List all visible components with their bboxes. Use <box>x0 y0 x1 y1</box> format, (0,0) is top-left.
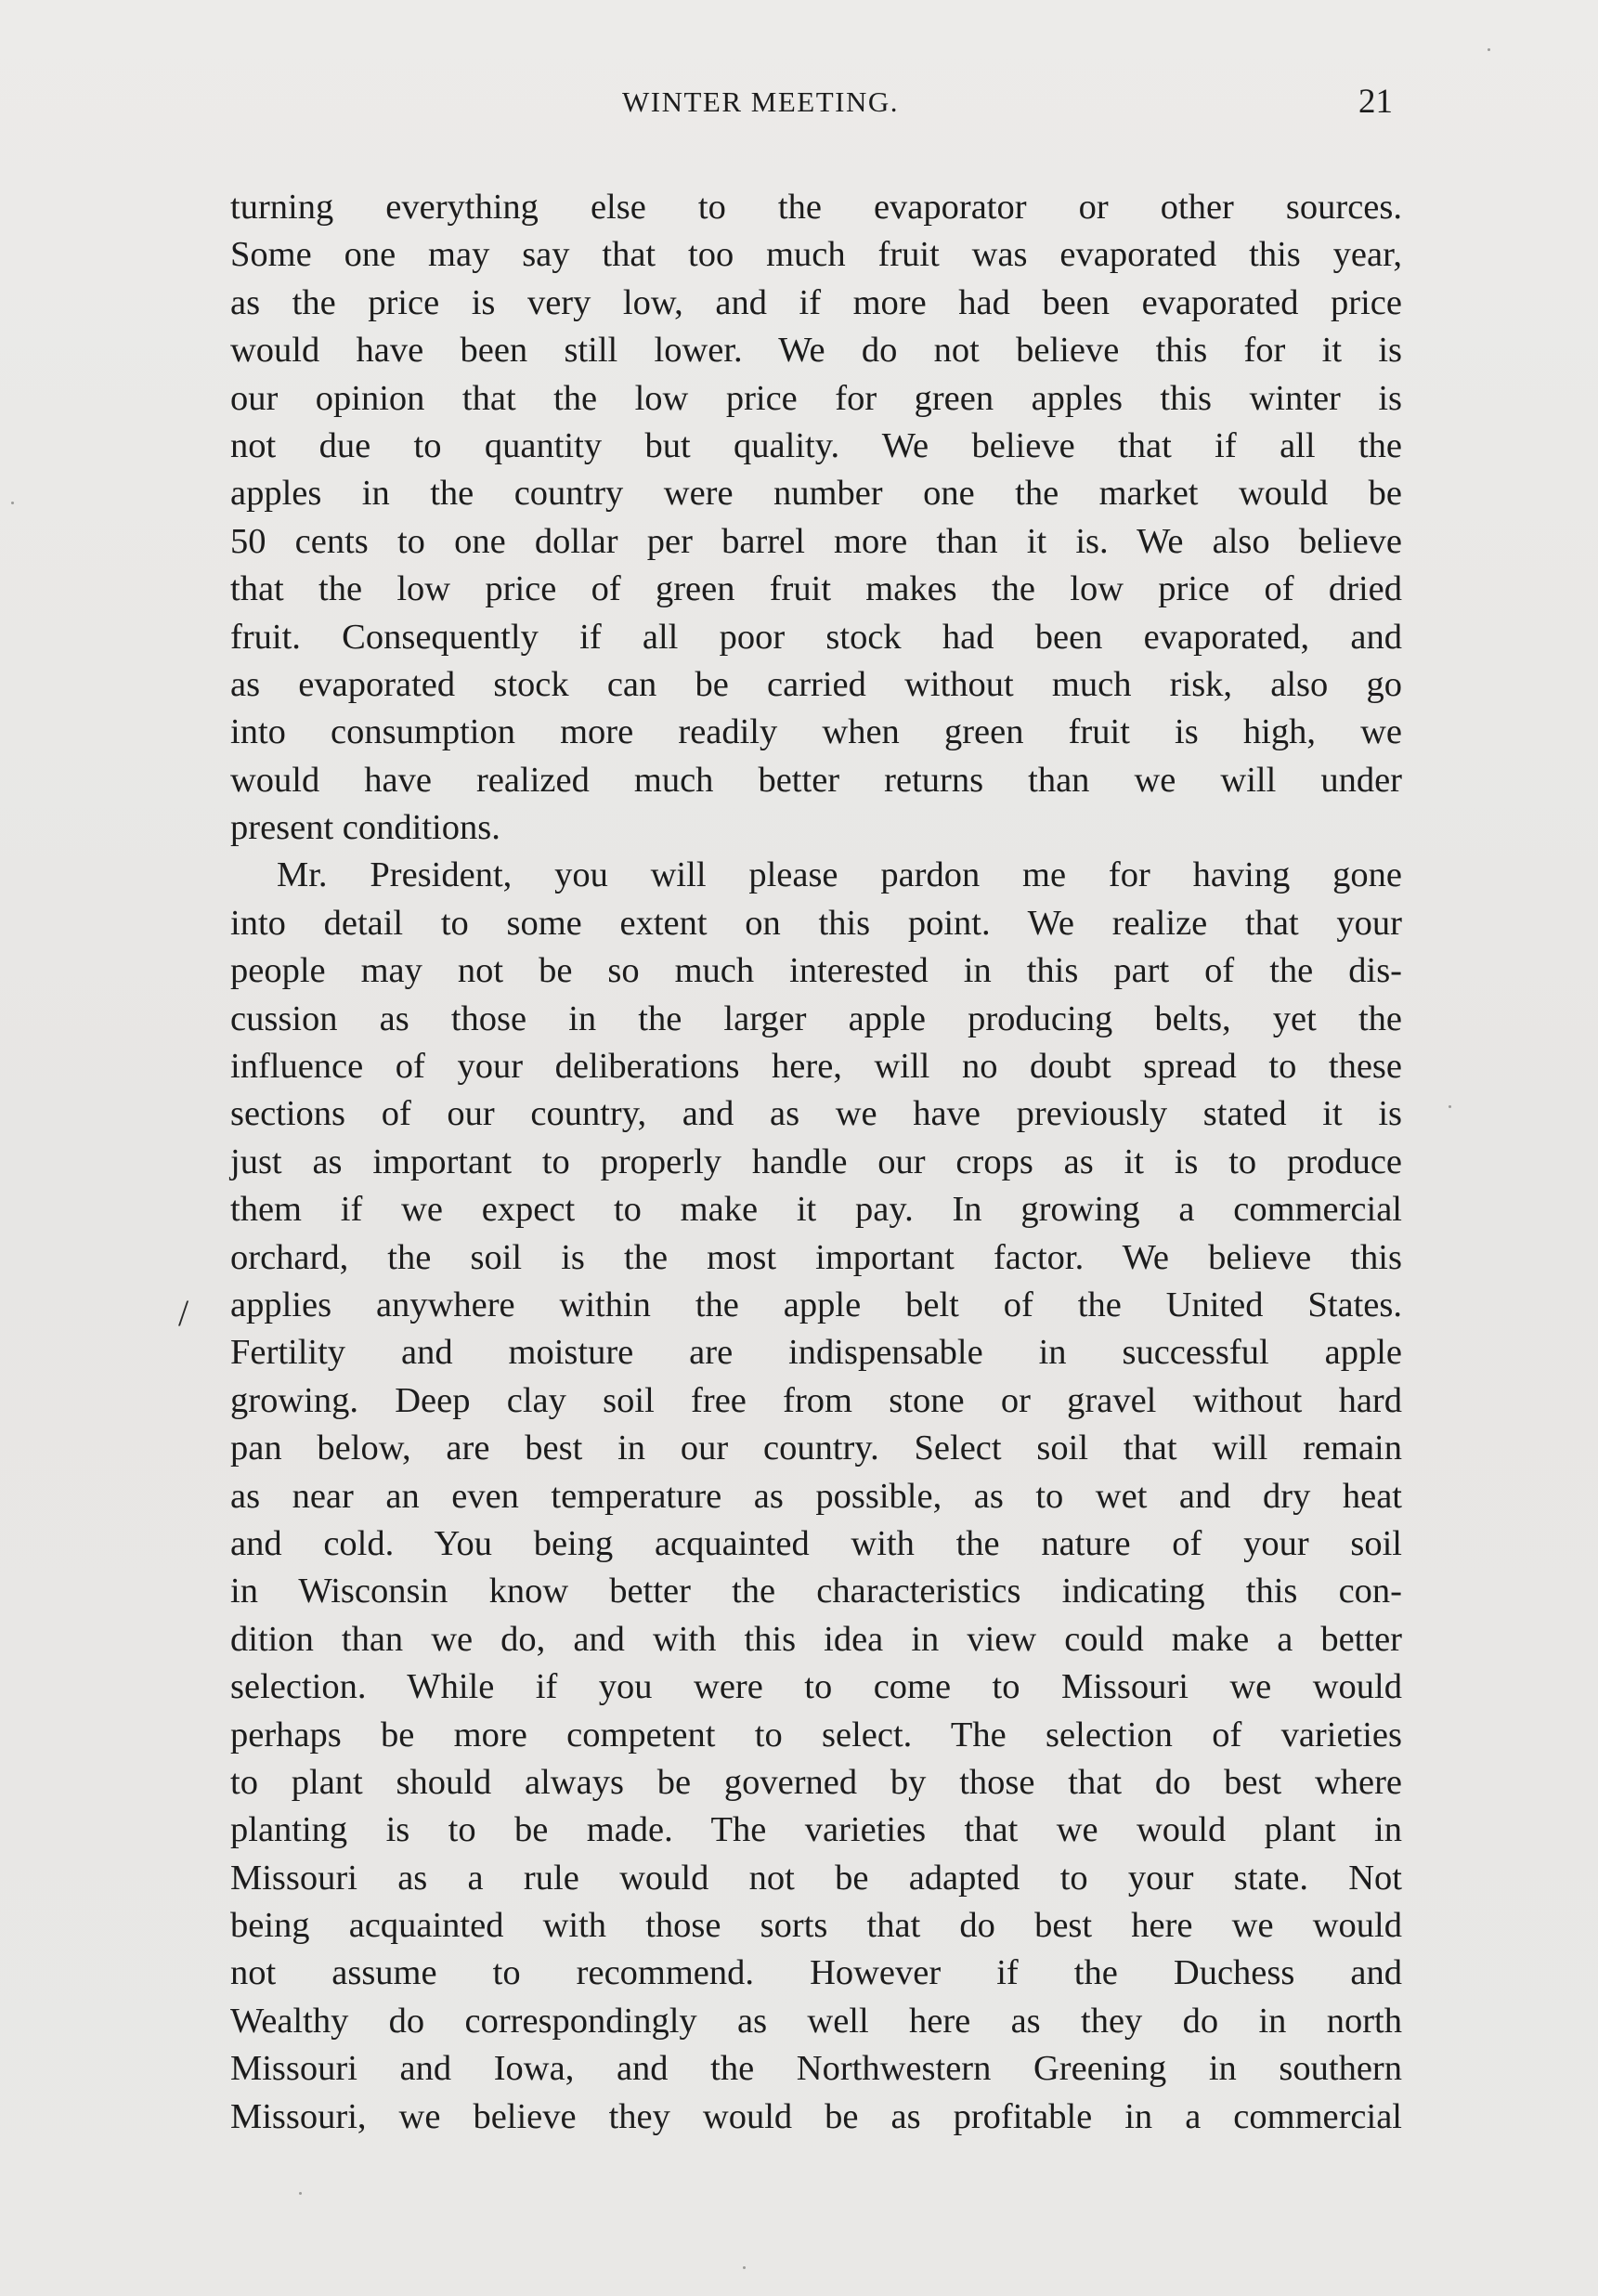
text-line: Wealthy do correspondingly as well here as they do in north <box>230 2001 1402 2041</box>
text-line: Some one may say that too much fruit was evaporated this year, <box>230 235 1402 275</box>
running-title: WINTER MEETING. <box>622 85 899 118</box>
text-line: as evaporated stock can be carried without much risk, also go <box>230 664 1402 704</box>
text-line: growing. Deep clay soil free from stone or gravel without hard <box>230 1380 1402 1420</box>
text-line: as near an even temperature as possible, as to wet and dry heat <box>230 1476 1402 1516</box>
text-line: cussion as those in the larger apple producing belts, yet the <box>230 998 1402 1038</box>
text-line: turning everything else to the evaporator or other sources. <box>230 188 1402 227</box>
text-line: being acquainted with those sorts that do best here we would <box>230 1906 1402 1946</box>
text-line: not due to quantity but quality. We believe that if all the <box>230 425 1402 465</box>
text-line: influence of your deliberations here, will no doubt spread to these <box>230 1047 1402 1087</box>
text-line: Mr. President, you will please pardon me for having gone <box>277 855 1402 895</box>
text-line: people may not be so much interested in this part of the dis- <box>230 951 1402 991</box>
text-line: would have realized much better returns than we will under <box>230 760 1402 800</box>
text-line: 50 cents to one dollar per barrel more than it is. We also believe <box>230 521 1402 561</box>
page-number: 21 <box>1358 83 1393 121</box>
text-line: into consumption more readily when green fruit is high, we <box>230 712 1402 752</box>
paper-speck <box>1488 48 1490 51</box>
text-line: our opinion that the low price for green apples this winter is <box>230 378 1402 418</box>
text-line: orchard, the soil is the most important factor. We believe this <box>230 1237 1402 1277</box>
text-line: perhaps be more competent to select. The selection of varieties <box>230 1715 1402 1755</box>
text-line: Missouri, we believe they would be as profitable in a commercial <box>230 2096 1402 2136</box>
text-line: and cold. You being acquainted with the nature of your soil <box>230 1523 1402 1563</box>
text-line: just as important to properly handle our crops as it is to produce <box>230 1141 1402 1181</box>
text-line: pan below, are best in our country. Select soil that will remain <box>230 1428 1402 1468</box>
text-line: present conditions. <box>230 808 500 848</box>
text-line: dition than we do, and with this idea in view could make a better <box>230 1619 1402 1659</box>
text-line: them if we expect to make it pay. In growing a commercial <box>230 1190 1402 1230</box>
text-line: fruit. Consequently if all poor stock had been evaporated, and <box>230 617 1402 657</box>
text-line: Missouri and Iowa, and the Northwestern Greening in southern <box>230 2049 1402 2089</box>
text-line: in Wisconsin know better the characteristics indicating this con- <box>230 1572 1402 1611</box>
margin-pencil-mark: / <box>178 1292 189 1334</box>
text-line: planting is to be made. The varieties that we would plant in <box>230 1810 1402 1850</box>
body-text <box>230 184 1402 2141</box>
text-line: applies anywhere within the apple belt of the United States. <box>230 1285 1402 1324</box>
text-line: selection. While if you were to come to Missouri we would <box>230 1667 1402 1707</box>
text-line: as the price is very low, and if more had been evaporated price <box>230 282 1402 322</box>
text-line: would have been still lower. We do not believe this for it is <box>230 331 1402 371</box>
text-line: that the low price of green fruit makes the low price of dried <box>230 569 1402 609</box>
running-header <box>232 82 1393 128</box>
text-line: to plant should always be governed by those that do best where <box>230 1762 1402 1802</box>
text-line: Fertility and moisture are indispensable in successful apple <box>230 1333 1402 1373</box>
text-line: sections of our country, and as we have previously stated it is <box>230 1094 1402 1134</box>
text-line: not assume to recommend. However if the Duchess and <box>230 1953 1402 1993</box>
paper-speck <box>1449 1105 1451 1108</box>
paper-speck <box>11 502 14 504</box>
paper-speck <box>743 2266 746 2269</box>
text-line: into detail to some extent on this point. We realize that your <box>230 903 1402 943</box>
paper-speck <box>299 2192 302 2195</box>
text-line: apples in the country were number one the market would be <box>230 474 1402 514</box>
text-line: Missouri as a rule would not be adapted to your state. Not <box>230 1858 1402 1898</box>
